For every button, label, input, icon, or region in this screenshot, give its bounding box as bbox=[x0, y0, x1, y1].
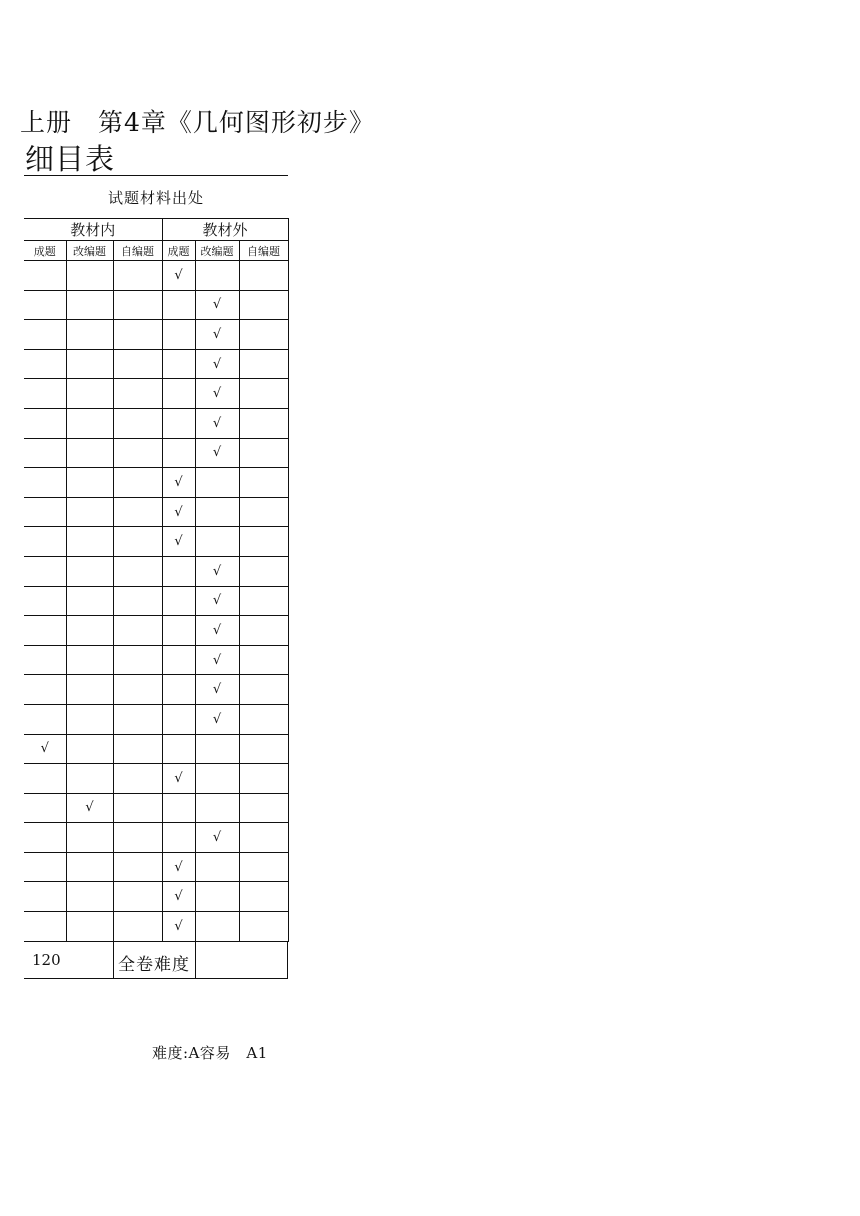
table-cell bbox=[66, 320, 113, 350]
table-cell bbox=[24, 645, 66, 675]
table-cell bbox=[239, 438, 288, 468]
table-cell bbox=[113, 527, 162, 557]
table-cell bbox=[195, 793, 239, 823]
source-table-body bbox=[24, 219, 288, 942]
table-cell bbox=[24, 793, 66, 823]
table-row bbox=[24, 408, 288, 438]
table-cell bbox=[113, 320, 162, 350]
table-cell bbox=[113, 497, 162, 527]
table-row bbox=[24, 320, 288, 350]
table-cell bbox=[66, 645, 113, 675]
table-cell bbox=[66, 586, 113, 616]
table-cell bbox=[113, 912, 162, 942]
table-cell bbox=[66, 823, 113, 853]
source-header: 试题材料出处 bbox=[107, 189, 204, 207]
table-cell: √ bbox=[195, 438, 239, 468]
table-row bbox=[24, 823, 288, 853]
summary-divider bbox=[113, 942, 114, 978]
table-cell: √ bbox=[195, 616, 239, 646]
table-cell bbox=[66, 704, 113, 734]
table-cell bbox=[162, 556, 195, 586]
table-cell bbox=[162, 349, 195, 379]
table-cell bbox=[239, 320, 288, 350]
table-row bbox=[24, 586, 288, 616]
table-cell bbox=[24, 438, 66, 468]
table-cell bbox=[195, 912, 239, 942]
table-cell bbox=[24, 320, 66, 350]
table-cell: √ bbox=[162, 852, 195, 882]
table-cell bbox=[239, 349, 288, 379]
table-cell bbox=[239, 793, 288, 823]
table-cell bbox=[66, 616, 113, 646]
table-cell: √ bbox=[195, 823, 239, 853]
table-cell: √ bbox=[66, 793, 113, 823]
table-cell: √ bbox=[195, 556, 239, 586]
table-cell bbox=[66, 675, 113, 705]
table-cell bbox=[24, 379, 66, 409]
table-cell bbox=[66, 468, 113, 498]
table-cell bbox=[113, 704, 162, 734]
table-cell bbox=[113, 823, 162, 853]
table-cell: √ bbox=[195, 320, 239, 350]
table-cell bbox=[24, 823, 66, 853]
difficulty-legend: 难度:A容易 A1 bbox=[152, 1044, 268, 1062]
table-cell bbox=[239, 379, 288, 409]
table-cell bbox=[239, 823, 288, 853]
table-cell bbox=[239, 290, 288, 320]
table-row bbox=[24, 764, 288, 794]
table-cell bbox=[239, 704, 288, 734]
overall-difficulty-label: 全卷难度 bbox=[118, 955, 190, 975]
table-cell bbox=[239, 764, 288, 794]
table-cell bbox=[113, 852, 162, 882]
table-row bbox=[24, 616, 288, 646]
page-title: 上册 第4章《几何图形初步》 bbox=[20, 108, 375, 137]
table-cell bbox=[239, 852, 288, 882]
table-cell: √ bbox=[162, 468, 195, 498]
table-cell bbox=[24, 882, 66, 912]
table-cell bbox=[239, 912, 288, 942]
table-cell: √ bbox=[162, 261, 195, 291]
table-cell bbox=[66, 290, 113, 320]
table-cell bbox=[24, 261, 66, 291]
table-cell bbox=[113, 438, 162, 468]
table-cell bbox=[24, 616, 66, 646]
table-cell bbox=[162, 438, 195, 468]
table-cell bbox=[239, 645, 288, 675]
group-header-outside-textbook: 教材外 bbox=[162, 219, 288, 241]
table-cell bbox=[195, 764, 239, 794]
table-cell: √ bbox=[195, 586, 239, 616]
table-cell bbox=[66, 882, 113, 912]
table-cell: √ bbox=[195, 645, 239, 675]
table-cell bbox=[113, 675, 162, 705]
table-row bbox=[24, 379, 288, 409]
table-cell bbox=[113, 882, 162, 912]
table-cell bbox=[113, 586, 162, 616]
table-cell bbox=[195, 527, 239, 557]
table-cell bbox=[24, 349, 66, 379]
table-cell bbox=[239, 616, 288, 646]
table-cell bbox=[239, 261, 288, 291]
table-cell bbox=[162, 645, 195, 675]
table-cell bbox=[24, 468, 66, 498]
table-cell bbox=[66, 734, 113, 764]
table-cell bbox=[239, 527, 288, 557]
table-cell bbox=[66, 527, 113, 557]
table-row bbox=[24, 675, 288, 705]
total-score: 120 bbox=[32, 951, 61, 969]
subheader-row bbox=[24, 241, 288, 261]
subheader-cell: 成题 bbox=[24, 241, 66, 261]
table-cell bbox=[113, 764, 162, 794]
table-cell bbox=[113, 349, 162, 379]
subheader-cell: 自编题 bbox=[239, 241, 288, 261]
table-cell bbox=[66, 556, 113, 586]
table-cell bbox=[162, 586, 195, 616]
table-cell bbox=[66, 408, 113, 438]
table-cell bbox=[24, 497, 66, 527]
summary-divider bbox=[287, 942, 288, 978]
table-cell bbox=[24, 586, 66, 616]
title-divider bbox=[24, 175, 288, 176]
table-cell bbox=[239, 408, 288, 438]
table-cell bbox=[66, 764, 113, 794]
table-cell: √ bbox=[162, 912, 195, 942]
table-cell bbox=[239, 586, 288, 616]
table-cell bbox=[195, 261, 239, 291]
table-cell: √ bbox=[162, 527, 195, 557]
table-cell bbox=[66, 912, 113, 942]
table-cell bbox=[66, 438, 113, 468]
table-cell bbox=[239, 556, 288, 586]
table-cell bbox=[239, 497, 288, 527]
table-cell: √ bbox=[195, 349, 239, 379]
subheader-cell: 自编题 bbox=[113, 241, 162, 261]
table-row bbox=[24, 793, 288, 823]
table-cell bbox=[113, 408, 162, 438]
table-cell bbox=[24, 675, 66, 705]
table-cell bbox=[162, 823, 195, 853]
subheader-cell: 改编题 bbox=[66, 241, 113, 261]
table-cell bbox=[239, 734, 288, 764]
table-cell bbox=[239, 882, 288, 912]
table-cell bbox=[113, 645, 162, 675]
table-cell bbox=[113, 290, 162, 320]
table-cell bbox=[239, 675, 288, 705]
table-cell: √ bbox=[162, 882, 195, 912]
table-cell bbox=[66, 261, 113, 291]
group-header-in-textbook: 教材内 bbox=[24, 219, 162, 241]
table-row bbox=[24, 290, 288, 320]
table-row bbox=[24, 734, 288, 764]
table-cell bbox=[162, 379, 195, 409]
table-cell bbox=[162, 793, 195, 823]
table-cell bbox=[162, 704, 195, 734]
table-cell bbox=[113, 734, 162, 764]
table-cell bbox=[113, 556, 162, 586]
table-cell: √ bbox=[195, 704, 239, 734]
table-cell bbox=[195, 734, 239, 764]
table-cell bbox=[195, 497, 239, 527]
table-cell: √ bbox=[162, 764, 195, 794]
table-row bbox=[24, 645, 288, 675]
table-cell bbox=[66, 497, 113, 527]
table-row bbox=[24, 527, 288, 557]
table-cell bbox=[113, 261, 162, 291]
table-row bbox=[24, 261, 288, 291]
table-row bbox=[24, 882, 288, 912]
page-subtitle: 细目表 bbox=[25, 142, 116, 176]
table-cell bbox=[162, 675, 195, 705]
subheader-cell: 改编题 bbox=[195, 241, 239, 261]
table-cell bbox=[113, 468, 162, 498]
table-cell bbox=[66, 379, 113, 409]
table-cell bbox=[24, 290, 66, 320]
table-cell bbox=[66, 349, 113, 379]
table-cell: √ bbox=[24, 734, 66, 764]
table-cell bbox=[195, 468, 239, 498]
table-cell bbox=[195, 882, 239, 912]
table-row bbox=[24, 852, 288, 882]
table-cell: √ bbox=[195, 675, 239, 705]
summary-row bbox=[24, 942, 288, 979]
table-cell: √ bbox=[195, 290, 239, 320]
table-cell bbox=[162, 320, 195, 350]
table-cell bbox=[24, 764, 66, 794]
table-cell bbox=[195, 852, 239, 882]
table-cell: √ bbox=[195, 408, 239, 438]
table-cell bbox=[24, 852, 66, 882]
summary-divider bbox=[195, 942, 196, 978]
table-cell bbox=[162, 290, 195, 320]
table-cell bbox=[162, 408, 195, 438]
subheader-cell: 成题 bbox=[162, 241, 195, 261]
table-row bbox=[24, 349, 288, 379]
table-cell bbox=[162, 616, 195, 646]
table-cell: √ bbox=[162, 497, 195, 527]
table-cell bbox=[24, 912, 66, 942]
table-cell bbox=[24, 408, 66, 438]
table-cell bbox=[113, 793, 162, 823]
table-cell bbox=[24, 704, 66, 734]
table-cell bbox=[113, 616, 162, 646]
table-cell bbox=[113, 379, 162, 409]
table-row bbox=[24, 556, 288, 586]
table-row bbox=[24, 438, 288, 468]
source-table bbox=[24, 218, 289, 942]
table-cell bbox=[162, 734, 195, 764]
group-header-row bbox=[24, 219, 288, 241]
table-cell bbox=[66, 852, 113, 882]
table-cell bbox=[239, 468, 288, 498]
table-row bbox=[24, 497, 288, 527]
table-cell: √ bbox=[195, 379, 239, 409]
table-cell bbox=[24, 556, 66, 586]
table-row bbox=[24, 468, 288, 498]
table-row bbox=[24, 912, 288, 942]
table-cell bbox=[24, 527, 66, 557]
table-row bbox=[24, 704, 288, 734]
